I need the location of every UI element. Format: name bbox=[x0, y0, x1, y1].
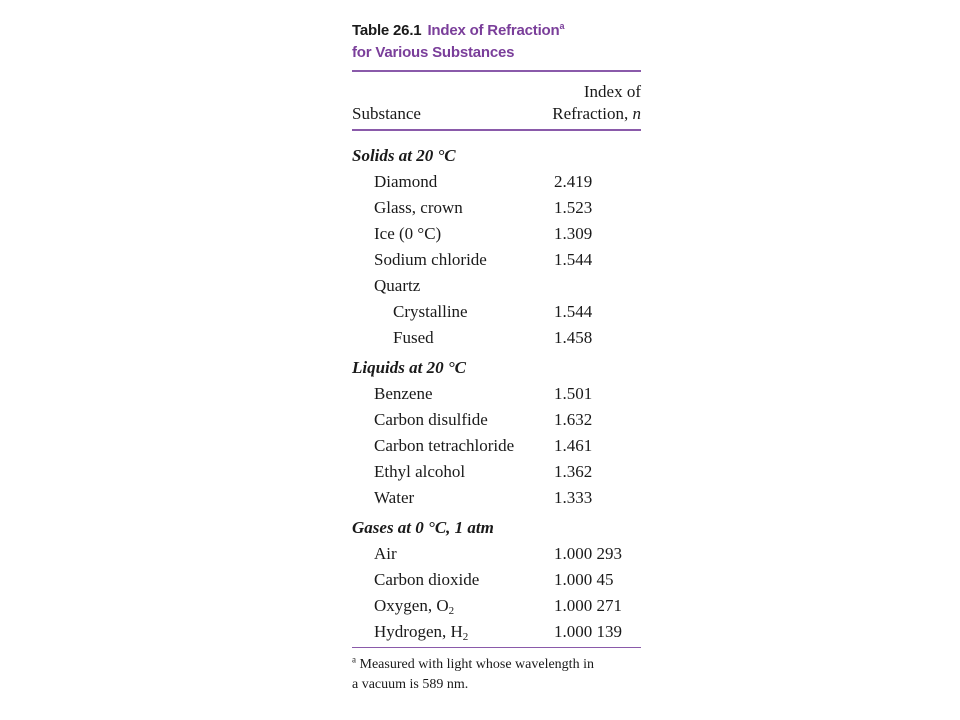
substance-name: Oxygen, $O_2$ bbox=[374, 596, 455, 617]
refraction-table bbox=[352, 20, 641, 695]
substance-name: Ice (0 °C) bbox=[374, 224, 442, 243]
refraction-index-value: 1.362 bbox=[554, 462, 593, 481]
footnote-line1: $^a$ Measured with light whose wavelength in bbox=[352, 654, 594, 672]
refraction-index-value: 1.501 bbox=[554, 384, 593, 403]
header-substance: Substance bbox=[352, 104, 421, 123]
refraction-index-value: 1.000 271 bbox=[554, 596, 622, 615]
table-row bbox=[352, 169, 641, 195]
table-row bbox=[352, 541, 641, 567]
header-index-line2: Refraction, n bbox=[552, 104, 641, 123]
refraction-index-value: 1.000 139 bbox=[554, 622, 622, 641]
table-row bbox=[352, 567, 641, 593]
table-row bbox=[352, 593, 641, 619]
substance-name: Hydrogen, $H_2$ bbox=[374, 622, 469, 643]
table-title-footnote-marker: a bbox=[559, 21, 565, 31]
table-title bbox=[427, 22, 564, 39]
refraction-index-value: 1.461 bbox=[554, 436, 593, 455]
refraction-index-value: 1.000 293 bbox=[554, 544, 622, 563]
substance-name: Benzene bbox=[374, 384, 433, 403]
footnote-marker: a bbox=[352, 654, 356, 665]
substance-name: Quartz bbox=[374, 276, 421, 295]
refraction-index-value: 1.632 bbox=[554, 410, 593, 429]
table-title-line1: Index of Refraction bbox=[427, 22, 560, 39]
formula-subscript: 2 bbox=[462, 631, 469, 643]
table-row bbox=[352, 619, 641, 645]
table-caption bbox=[352, 20, 641, 64]
substance-name: Air bbox=[374, 544, 397, 563]
table-footnote bbox=[352, 655, 641, 695]
substance-name: Fused bbox=[393, 328, 434, 347]
table-row bbox=[352, 195, 641, 221]
refraction-index-value: 1.309 bbox=[554, 224, 593, 243]
table-row bbox=[352, 247, 641, 273]
substance-name: Diamond bbox=[374, 172, 438, 191]
table-row bbox=[352, 325, 641, 351]
table-header bbox=[352, 72, 641, 129]
substance-name: Carbon disulfide bbox=[374, 410, 488, 429]
substance-name: Crystalline bbox=[393, 302, 468, 321]
refraction-index-value: 1.458 bbox=[554, 328, 593, 347]
table-row bbox=[352, 299, 641, 325]
refraction-index-value: 1.544 bbox=[554, 302, 593, 321]
refraction-index-value: 2.419 bbox=[554, 172, 593, 191]
footnote-line2: a vacuum is 589 nm. bbox=[352, 677, 469, 692]
section-heading: Gases at 0 °C, 1 atm bbox=[352, 518, 494, 537]
table-row bbox=[352, 485, 641, 511]
bottom-rule bbox=[352, 647, 641, 648]
table-body bbox=[352, 131, 641, 645]
table-row bbox=[352, 273, 641, 299]
substance-name: Sodium chloride bbox=[374, 250, 487, 269]
refraction-index-value: 1.544 bbox=[554, 250, 593, 269]
table-row bbox=[352, 433, 641, 459]
header-index-variable: n bbox=[632, 104, 641, 123]
substance-name: Glass, crown bbox=[374, 198, 463, 217]
substance-name: Water bbox=[374, 488, 415, 507]
refraction-index-value: 1.523 bbox=[554, 198, 593, 217]
refraction-index-value: 1.000 45 bbox=[554, 570, 614, 589]
section-heading: Liquids at 20 °C bbox=[352, 358, 467, 377]
table-number: Table 26.1 bbox=[352, 22, 422, 39]
substance-name: Ethyl alcohol bbox=[374, 462, 466, 481]
table-row bbox=[352, 459, 641, 485]
substance-name: Carbon tetrachloride bbox=[374, 436, 515, 455]
refraction-index-value: 1.333 bbox=[554, 488, 593, 507]
table-row bbox=[352, 381, 641, 407]
header-index-line1: Index of bbox=[583, 82, 641, 101]
table-row bbox=[352, 221, 641, 247]
header-index bbox=[552, 81, 641, 125]
table-title-line2: for Various Substances bbox=[352, 44, 515, 61]
section-heading: Solids at 20 °C bbox=[352, 146, 456, 165]
formula-subscript: 2 bbox=[448, 605, 455, 617]
table-row bbox=[352, 407, 641, 433]
substance-name: Carbon dioxide bbox=[374, 570, 480, 589]
